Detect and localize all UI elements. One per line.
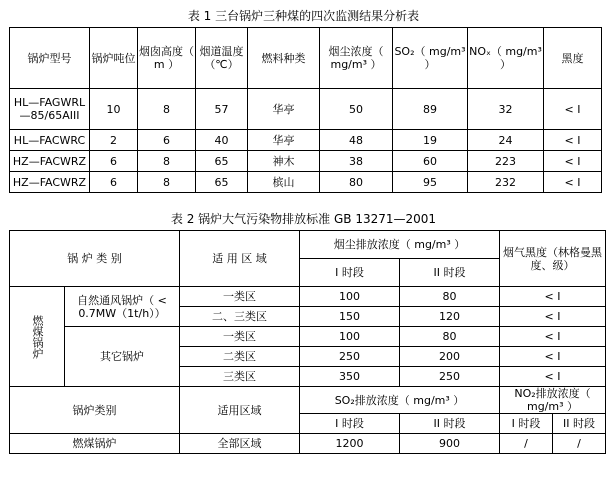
cell-tonnage: 10 bbox=[90, 89, 138, 130]
header-so2: SO₂（ mg/m³ ） bbox=[393, 28, 468, 89]
header-blackness: 黑度 bbox=[544, 28, 602, 89]
header-gas-boiler-category: 锅炉类别 bbox=[10, 387, 180, 434]
coal-boiler-group-label: 燃煤锅炉 bbox=[10, 287, 65, 387]
cell-zone: 一类区 bbox=[180, 327, 300, 347]
cell-nox: 32 bbox=[468, 89, 544, 130]
cell-model: HZ—FACWRZ bbox=[10, 172, 90, 193]
cell-fuel: 神木 bbox=[248, 151, 320, 172]
cell-nox: 232 bbox=[468, 172, 544, 193]
cell-stack-height: 8 bbox=[138, 89, 196, 130]
cell-tonnage: 6 bbox=[90, 151, 138, 172]
cell-model: HZ—FACWRZ bbox=[10, 151, 90, 172]
cell-phase-2: 120 bbox=[400, 307, 500, 327]
header-zone: 适 用 区 域 bbox=[180, 231, 300, 287]
other-boiler-label: 其它锅炉 bbox=[65, 327, 180, 387]
table1-caption: 表 1 三台锅炉三种煤的四次监测结果分析表 bbox=[187, 9, 420, 23]
cell-phase-2: 80 bbox=[400, 287, 500, 307]
cell-smoke: < I bbox=[500, 287, 606, 307]
cell-blackness: < I bbox=[544, 151, 602, 172]
cell-flue-temp: 65 bbox=[196, 172, 248, 193]
cell-flue-temp: 40 bbox=[196, 130, 248, 151]
cell-no2-phase-2: / bbox=[553, 434, 606, 454]
cell-phase-1: 150 bbox=[300, 307, 400, 327]
header-so2-phase-2: II 时段 bbox=[400, 414, 500, 434]
cell-nox: 223 bbox=[468, 151, 544, 172]
cell-flue-temp: 57 bbox=[196, 89, 248, 130]
cell-phase-2: 80 bbox=[400, 327, 500, 347]
monitoring-results-table bbox=[9, 27, 602, 193]
cell-blackness: < I bbox=[544, 89, 602, 130]
header-so2-phase-1: I 时段 bbox=[300, 414, 400, 434]
cell-phase-2: 200 bbox=[400, 347, 500, 367]
header-dust-concentration: 烟尘排放浓度（ mg/m³ ） bbox=[300, 231, 500, 259]
header-smoke-blackness: 烟气黑度（林格曼黑度、级） bbox=[500, 231, 606, 287]
cell-dust: 50 bbox=[320, 89, 393, 130]
table-row bbox=[10, 130, 602, 151]
cell-model: HL—FAGWRL—85/65AIII bbox=[10, 89, 90, 130]
header-tonnage: 锅炉吨位 bbox=[90, 28, 138, 89]
table-row bbox=[10, 434, 606, 454]
table-row bbox=[10, 172, 602, 193]
table-row bbox=[10, 89, 602, 130]
cell-zone: 二类区 bbox=[180, 347, 300, 367]
cell-phase-1: 100 bbox=[300, 327, 400, 347]
cell-smoke: < I bbox=[500, 347, 606, 367]
header-no2-phase-1: I 时段 bbox=[500, 414, 553, 434]
header-boiler-category: 锅 炉 类 别 bbox=[10, 231, 180, 287]
cell-zone: 一类区 bbox=[180, 287, 300, 307]
cell-gas-category: 燃煤锅炉 bbox=[10, 434, 180, 454]
cell-smoke: < I bbox=[500, 327, 606, 347]
cell-blackness: < I bbox=[544, 130, 602, 151]
header-so2-concentration: SO₂排放浓度（ mg/m³ ） bbox=[300, 387, 500, 414]
cell-gas-zone: 全部区域 bbox=[180, 434, 300, 454]
header-no2-concentration: NO₂排放浓度（ mg/m³ ） bbox=[500, 387, 606, 414]
cell-model: HL—FACWRC bbox=[10, 130, 90, 151]
cell-dust: 38 bbox=[320, 151, 393, 172]
cell-fuel: 华亭 bbox=[248, 130, 320, 151]
header-phase-1: I 时段 bbox=[300, 259, 400, 287]
cell-so2: 19 bbox=[393, 130, 468, 151]
cell-so2: 95 bbox=[393, 172, 468, 193]
cell-smoke: < I bbox=[500, 307, 606, 327]
cell-smoke: < I bbox=[500, 367, 606, 387]
cell-nox: 24 bbox=[468, 130, 544, 151]
table-header-row bbox=[10, 231, 606, 259]
cell-blackness: < I bbox=[544, 172, 602, 193]
header-model: 锅炉型号 bbox=[10, 28, 90, 89]
cell-no2-phase-1: / bbox=[500, 434, 553, 454]
cell-so2: 89 bbox=[393, 89, 468, 130]
header-dust: 烟尘浓度（ mg/m³ ） bbox=[320, 28, 393, 89]
table-row bbox=[10, 151, 602, 172]
table-row bbox=[10, 327, 606, 347]
cell-stack-height: 8 bbox=[138, 172, 196, 193]
cell-stack-height: 6 bbox=[138, 130, 196, 151]
cell-so2: 60 bbox=[393, 151, 468, 172]
cell-phase-1: 250 bbox=[300, 347, 400, 367]
cell-zone: 三类区 bbox=[180, 367, 300, 387]
emission-standard-table bbox=[9, 230, 606, 454]
cell-phase-1: 350 bbox=[300, 367, 400, 387]
cell-so2-phase-1: 1200 bbox=[300, 434, 400, 454]
cell-dust: 80 bbox=[320, 172, 393, 193]
cell-phase-1: 100 bbox=[300, 287, 400, 307]
table-row bbox=[10, 287, 606, 307]
cell-fuel: 槟山 bbox=[248, 172, 320, 193]
cell-tonnage: 6 bbox=[90, 172, 138, 193]
header-stack-height: 烟囱高度（ m ） bbox=[138, 28, 196, 89]
cell-stack-height: 8 bbox=[138, 151, 196, 172]
header-phase-2: II 时段 bbox=[400, 259, 500, 287]
cell-so2-phase-2: 900 bbox=[400, 434, 500, 454]
cell-dust: 48 bbox=[320, 130, 393, 151]
cell-zone: 二、三类区 bbox=[180, 307, 300, 327]
cell-tonnage: 2 bbox=[90, 130, 138, 151]
table-header-row bbox=[10, 28, 602, 89]
table2-caption: 表 2 锅炉大气污染物排放标准 GB 13271—2001 bbox=[170, 212, 437, 226]
header-fuel: 燃料种类 bbox=[248, 28, 320, 89]
cell-fuel: 华亭 bbox=[248, 89, 320, 130]
cell-flue-temp: 65 bbox=[196, 151, 248, 172]
header-no2-phase-2: II 时段 bbox=[553, 414, 606, 434]
table-header-row bbox=[10, 387, 606, 414]
header-flue-temp: 烟道温度（℃） bbox=[196, 28, 248, 89]
natural-draft-boiler-label: 自然通风锅炉（ < 0.7MW（1t/h）） bbox=[65, 287, 180, 327]
header-gas-zone: 适用区域 bbox=[180, 387, 300, 434]
cell-phase-2: 250 bbox=[400, 367, 500, 387]
header-nox: NOₓ（ mg/m³ ） bbox=[468, 28, 544, 89]
